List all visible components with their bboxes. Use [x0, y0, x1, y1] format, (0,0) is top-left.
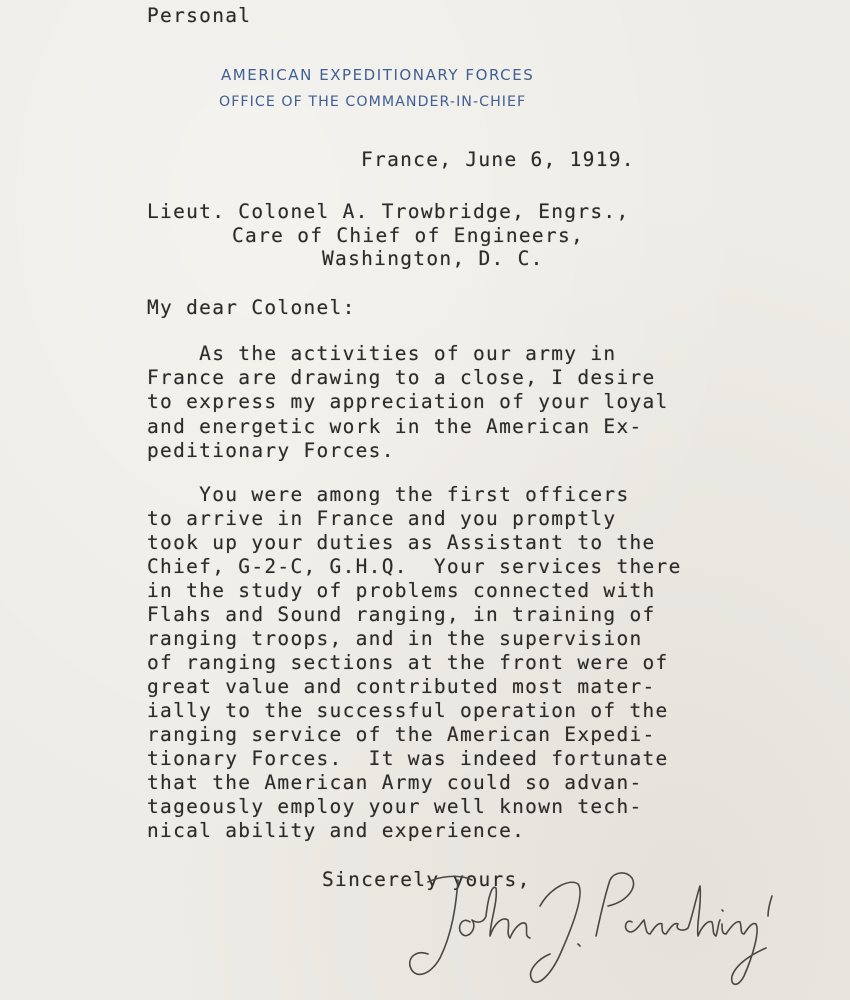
- recipient-address-line-2: Care of Chief of Engineers,: [232, 224, 585, 247]
- body-line: France are drawing to a close, I desire: [147, 366, 656, 390]
- letterhead-organization: AMERICAN EXPEDITIONARY FORCES: [221, 66, 535, 84]
- signature-stroke: [460, 887, 530, 938]
- personal-marking: Personal: [147, 4, 252, 27]
- body-line: took up your duties as Assistant to the: [147, 531, 656, 554]
- body-line: ially to the successful operation of the: [147, 699, 669, 722]
- complimentary-closing: Sincerely yours,: [322, 868, 531, 891]
- body-line: and energetic work in the American Ex-: [147, 414, 643, 438]
- body-line: ranging service of the American Expedi-: [147, 723, 656, 746]
- body-line: You were among the first officers: [147, 483, 630, 506]
- signature-stroke: [410, 876, 472, 974]
- body-line: in the study of problems connected with: [147, 579, 656, 602]
- handwritten-signature: [400, 858, 790, 998]
- letterhead-office: OFFICE OF THE COMMANDER-IN-CHIEF: [219, 94, 527, 110]
- body-line: to express my appreciation of your loyal: [147, 390, 669, 414]
- body-line: of ranging sections at the front were of: [147, 651, 669, 674]
- salutation: My dear Colonel:: [147, 296, 356, 319]
- body-line: that the American Army could so advan-: [147, 771, 643, 794]
- body-line: tionary Forces. It was indeed fortunate: [147, 747, 669, 770]
- body-line: tageously employ your well known tech-: [147, 795, 643, 818]
- signature-stroke: [596, 873, 634, 936]
- recipient-address-line-1: Lieut. Colonel A. Trowbridge, Engrs.,: [147, 200, 630, 223]
- body-paragraph-1: [147, 342, 669, 463]
- signature-stroke: [626, 886, 766, 984]
- body-line: great value and contributed most mater-: [147, 675, 656, 698]
- body-line: Flahs and Sound ranging, in training of: [147, 603, 656, 626]
- body-line: Chief, G-2-C, G.H.Q. Your services there: [147, 555, 682, 578]
- body-line: to arrive in France and you promptly: [147, 507, 617, 530]
- body-line: As the activities of our army in: [147, 342, 617, 365]
- signature-stroke: [578, 944, 580, 946]
- recipient-address-line-3: Washington, D. C.: [322, 247, 544, 270]
- body-line: nical ability and experience.: [147, 819, 526, 842]
- body-line: peditionary Forces.: [147, 438, 395, 462]
- signature-stroke: [768, 896, 772, 916]
- body-paragraph-2: [147, 483, 682, 843]
- signature-stroke: [531, 882, 580, 982]
- dateline: France, June 6, 1919.: [361, 148, 635, 171]
- body-line: ranging troops, and in the supervision: [147, 627, 643, 650]
